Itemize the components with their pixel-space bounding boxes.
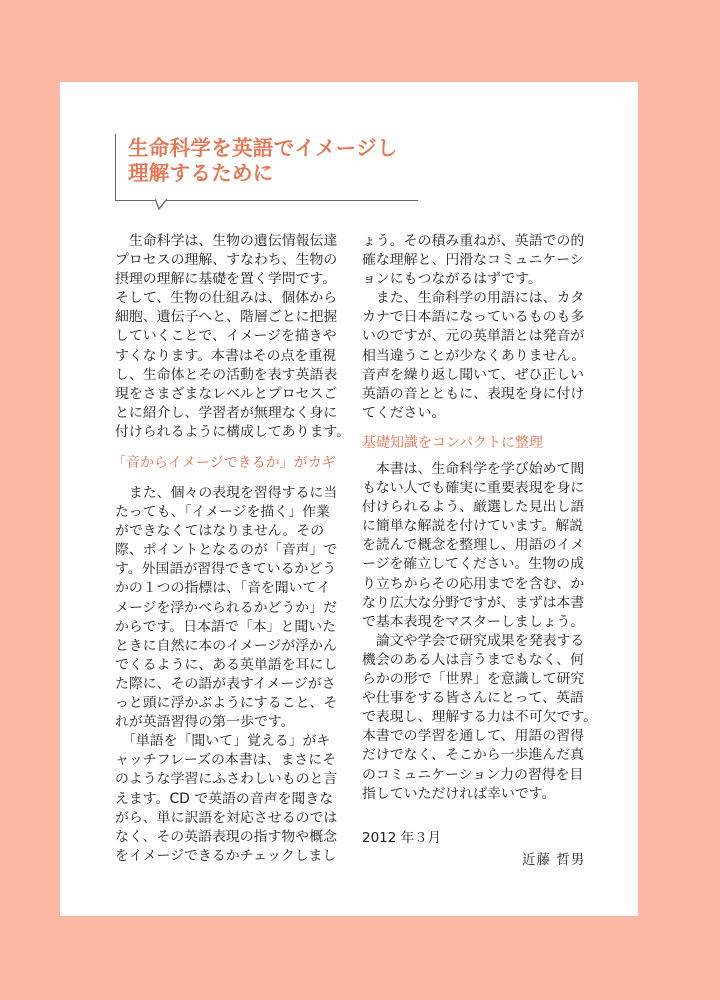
text-line: や仕事をする皆さんにとって、英語 [362, 690, 584, 707]
text-line: 指していただければ幸いです。 [362, 785, 556, 802]
text-line: なく、その英語表現の指す物や概念 [115, 828, 337, 845]
text-line: し、生命体とその活動を表す英語表 [115, 366, 338, 383]
text-line: てください。 [362, 404, 446, 421]
text-line: プロセスの理解、すなわち、生物の [115, 252, 338, 269]
text-line: がら、単に訳語を対応させるのでは [115, 809, 338, 826]
text-line: たっても、「イメージを描く」作業 [115, 504, 330, 521]
text-line: に簡単な解説を付けています。解説 [362, 518, 584, 535]
text-line: で表現し、理解する力は不可欠です。 [362, 709, 598, 726]
text-line: 際、ポイントとなるのが「音声」で [115, 542, 338, 559]
text-line: のコミュニケーション力の習得を目 [362, 766, 584, 783]
left-para-2 [115, 484, 355, 866]
text-line: 「単語を「聞いて」覚える」がキ [115, 733, 331, 750]
text-line: そして、生物の仕組みは、個体から [115, 290, 337, 307]
text-line: ょう。その積み重ねが、英語での的 [362, 233, 585, 249]
text-line: 付けられるよう、厳選した見出し語 [362, 499, 585, 516]
text-line: 摂理の理解に基礎を置く学問です。 [115, 271, 337, 288]
speech-tail-icon [155, 199, 167, 211]
left-para-1 [115, 232, 355, 442]
text-line: 現をさまざまなレベルとプロセスご [115, 385, 338, 402]
text-line: かの１つの指標は、「音を聞いてイ [115, 580, 331, 597]
text-line: っと頭に浮かぶようにすること、そ [115, 695, 338, 712]
text-line: で基本表現をマスターしましょう。 [362, 613, 585, 630]
text-line: また、生命科学の用語には、カタ [362, 290, 585, 307]
section-heading: 基礎知識をコンパクトに整理 [362, 435, 544, 451]
text-line: ョンにもつながるはずです。 [362, 271, 542, 288]
text-line: 機会のある人は言うまでもなく、何 [362, 651, 584, 668]
text-line: らかの形で「世界」を意識して研究 [362, 671, 585, 688]
text-line: ャッチフレーズの本書は、まさにそ [115, 752, 337, 769]
text-line: からです。日本語で「本」と聞いた [115, 618, 337, 635]
page-title [128, 136, 398, 186]
text-line: えます。CD で英語の音声を聞きな [115, 790, 334, 807]
text-line: り立ちからその応用までを含む、か [362, 575, 585, 592]
title-line: 理解するために [128, 161, 274, 185]
text-line: 生命科学は、生物の遺伝情報伝達 [115, 233, 338, 249]
text-line: カナで日本語になっているものも多 [362, 309, 585, 326]
date: 2012 年３月 [362, 830, 442, 846]
text-line: いのですが、元の英単語とは発音が [362, 328, 585, 345]
right-para-1 [362, 232, 602, 423]
text-line: 付けられるように構成してあります。 [115, 423, 351, 440]
text-line: 本書での学習を通して、用語の習得 [362, 728, 584, 745]
text-line: だけでなく、そこから一歩進んだ真 [362, 747, 584, 764]
text-line: れが英語習得の第一歩です。 [115, 714, 295, 731]
text-line: もない人でも確実に重要表現を身に [362, 480, 585, 497]
right-para-2 [362, 460, 602, 804]
text-line: でくるように、ある英単語を耳にし [115, 656, 338, 673]
text-line: 論文や学会で研究成果を発表する [362, 632, 585, 649]
text-line: 確な理解と、円滑なコミュニケーシ [362, 252, 584, 269]
text-line: ときに自然に本のイメージが浮かん [115, 637, 337, 654]
text-line: 音声を繰り返し聞いて、ぜひ正しい [362, 366, 584, 383]
author-name: 近藤 哲男 [522, 852, 586, 868]
text-line: とに紹介し、学習者が無理なく身に [115, 404, 338, 421]
text-line: また、個々の表現を習得するに当 [115, 485, 338, 501]
text-line: をイメージできるかチェックしまし [115, 847, 337, 864]
text-line: ができなくてはなりません。その [115, 523, 325, 540]
text-line: す。外国語が習得できているかどう [115, 561, 337, 578]
section-heading: 「音からイメージできるか」がカギ [112, 455, 336, 471]
title-line: 生命科学を英語でイメージし [128, 136, 398, 160]
text-line: 細胞、遺伝子へと、階層ごとに把握 [115, 309, 338, 326]
text-line: 相当違うことが少なくありません。 [362, 347, 586, 364]
text-line: た際に、その語が表すイメージがさ [115, 675, 336, 692]
text-line: すくなります。本書はその点を重視 [115, 347, 337, 364]
text-line: のような学習にふさわしいものと言 [115, 771, 338, 788]
text-line: 英語の音とともに、表現を身に付け [362, 385, 585, 402]
text-line: 本書は、生命科学を学び始めて間 [362, 461, 585, 477]
text-line: なり広大な分野ですが、まずは本書 [362, 594, 585, 611]
text-line: を読んで概念を整理し、用語のイメ [362, 537, 585, 554]
text-line: ージを確立してください。生物の成 [362, 556, 584, 573]
text-line: メージを浮かべられるかどうか」だ [115, 599, 337, 616]
text-line: していくことで、イメージを描きや [115, 328, 337, 345]
